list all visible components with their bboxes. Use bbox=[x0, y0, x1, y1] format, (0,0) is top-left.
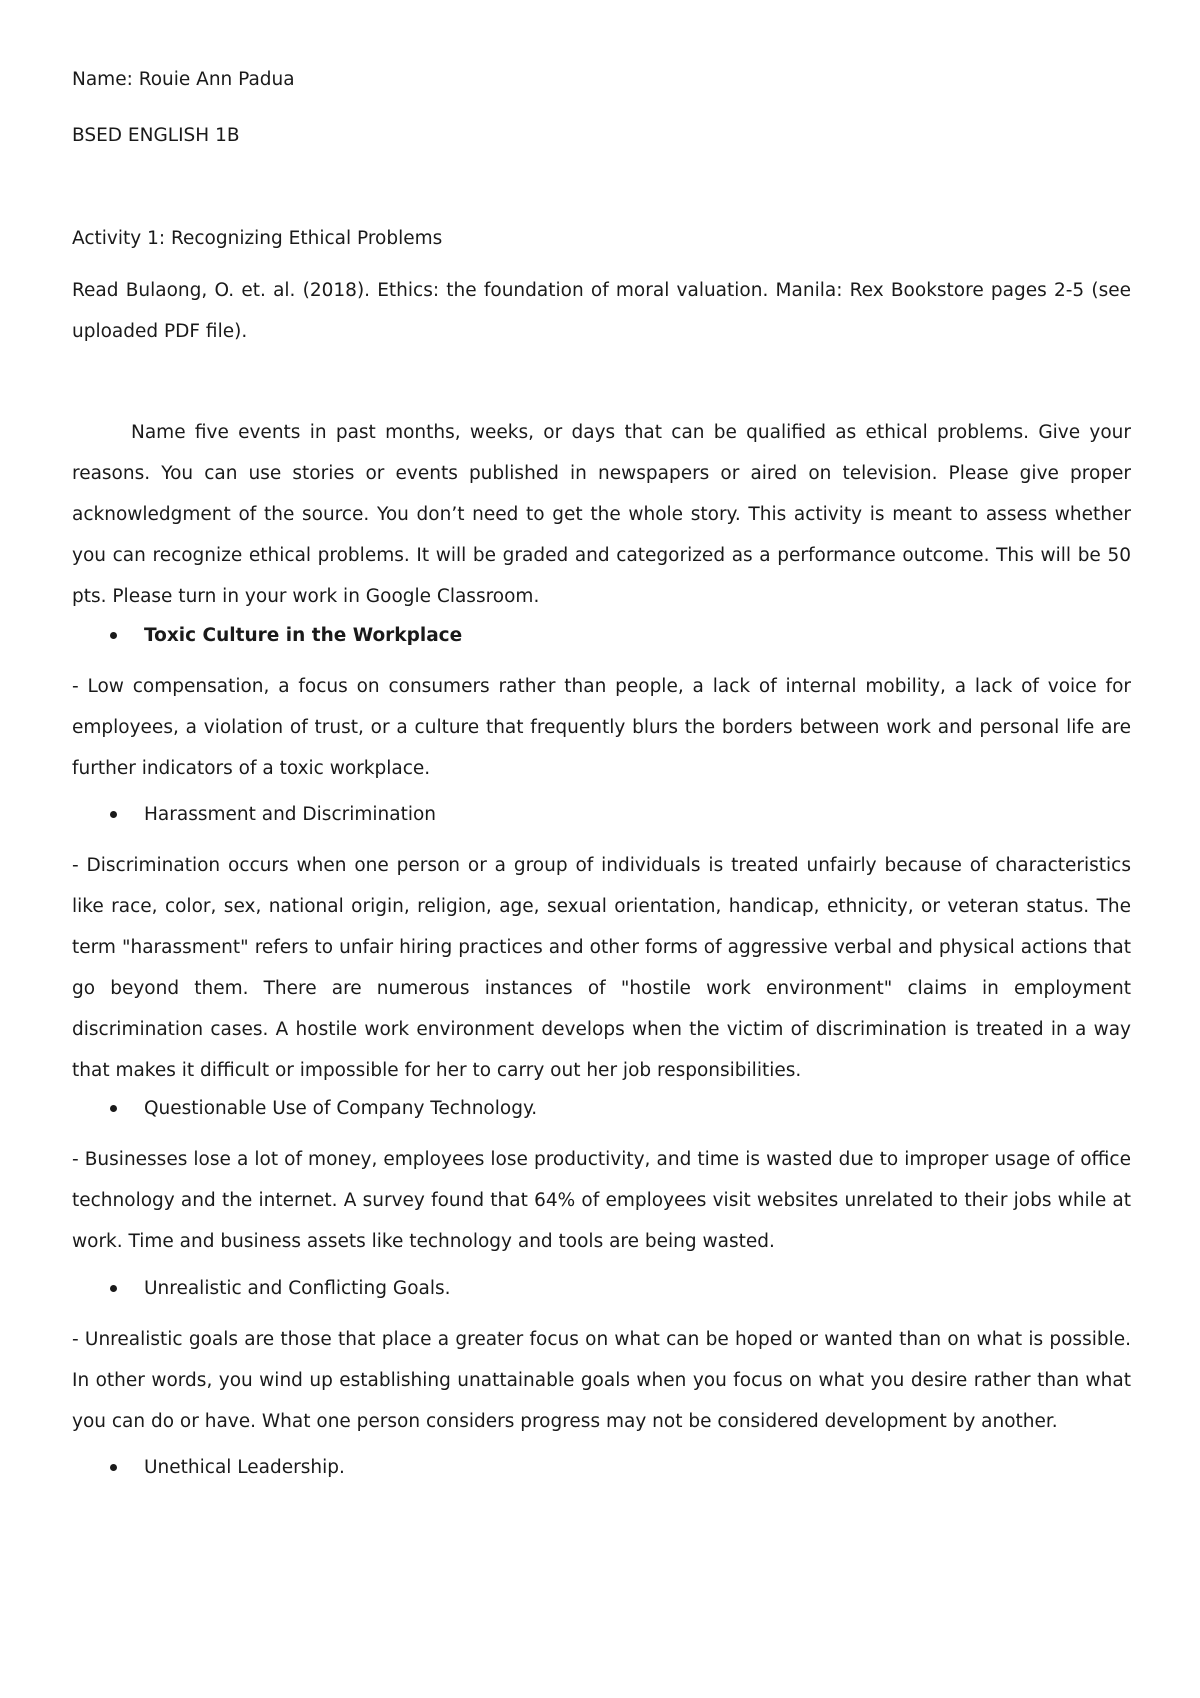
bullet-icon bbox=[110, 811, 117, 818]
bullet-icon bbox=[110, 1464, 117, 1471]
item-body: - Unrealistic goals are those that place a greater focus on what can be hoped or wanted than on what is possible. In other words, you wind up establishing unattainable goals when you focus on what you desire rather than what you can do or have. What one person considers progress may not be considered development by another. bbox=[72, 1329, 1131, 1432]
item-heading: Harassment and Discrimination bbox=[144, 804, 437, 825]
bullet-icon bbox=[110, 1105, 117, 1112]
item-heading: Unethical Leadership. bbox=[144, 1457, 345, 1478]
item-heading: Toxic Culture in the Workplace bbox=[144, 625, 463, 646]
student-name: Name: Rouie Ann Padua bbox=[72, 69, 295, 90]
reading-reference: Read Bulaong, O. et. al. (2018). Ethics: the foundation of moral valuation. Manila: Rex Bookstore pages 2-5 (see uploaded PDF file). bbox=[72, 280, 1131, 342]
item-heading: Questionable Use of Company Technology. bbox=[144, 1098, 538, 1119]
item-body: - Discrimination occurs when one person or a group of individuals is treated unfairly because of characteristics like race, color, sex, national origin, religion, age, sexual orientation, handicap, ethnicity, or veteran status. The term "harassment" refers to unfair hiring practices and other forms of aggressive verbal and physical actions that go beyond them. There are numerous instances of "hostile work environment" claims in employment discrimination cases. A hostile work environment develops when the victim of discrimination is treated in a way that makes it difficult or impossible for her to carry out her job responsibilities. bbox=[72, 855, 1131, 1081]
bullet-icon bbox=[110, 632, 117, 639]
activity-title: Activity 1: Recognizing Ethical Problems bbox=[72, 228, 443, 249]
item-body: - Businesses lose a lot of money, employees lose productivity, and time is wasted due to improper usage of office technology and the internet. A survey found that 64% of employees visit websites unrelated to their jobs while at work. Time and business assets like technology and tools are being wasted. bbox=[72, 1149, 1131, 1252]
bullet-icon bbox=[110, 1285, 117, 1292]
item-body: - Low compensation, a focus on consumers rather than people, a lack of internal mobility, a lack of voice for employees, a violation of trust, or a culture that frequently blurs the borders between work and personal life are further indicators of a toxic workplace. bbox=[72, 676, 1131, 779]
item-heading: Unrealistic and Conflicting Goals. bbox=[144, 1278, 451, 1299]
course-section: BSED ENGLISH 1B bbox=[72, 125, 240, 146]
activity-instructions: Name five events in past months, weeks, or days that can be qualified as ethical problems. Give your reasons. You can use stories or events published in newspapers or aired on television. Please give proper acknowledgment of the source. You don’t need to get the whole story. This activity is meant to assess whether you can recognize ethical problems. It will be graded and categorized as a performance outcome. This will be 50 pts. Please turn in your work in Google Classroom. bbox=[72, 422, 1131, 607]
